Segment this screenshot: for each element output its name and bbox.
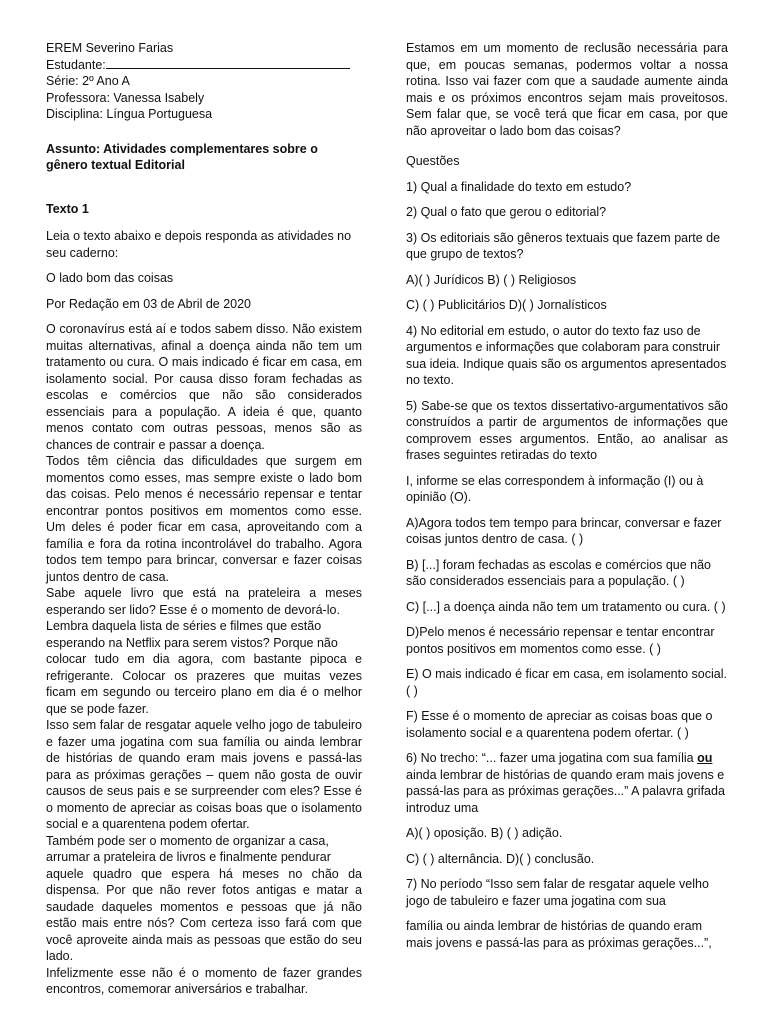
right-column bbox=[406, 40, 728, 951]
article-byline: Por Redação em 03 de Abril de 2020 bbox=[46, 296, 251, 311]
topic-heading: Assunto: Atividades complementares sobre o gênero textual Editorial bbox=[46, 141, 318, 172]
question-5-item: E) O mais indicado é ficar em casa, em isolamento social. ( ) bbox=[406, 667, 727, 698]
question-5-item: D)Pelo menos é necessário repensar e tentar encontrar pontos positivos em momentos como esse. ( ) bbox=[406, 625, 715, 656]
article-paragraph: O coronavírus está aí e todos sabem disso. Não existem muitas alternativas, afinal a doença ainda não tem um tratamento ou cura. O mais indicado é ficar em casa, em isolamento social. Por causa disso foram fechadas as escolas e comércios que não são considerados essenciais para a população. A ideia é que, quanto menos contato com outras pessoas, menos são as chances de contrair e passar a doença. bbox=[46, 322, 362, 452]
highlighted-word: ou bbox=[697, 751, 713, 765]
article-title: O lado bom das coisas bbox=[46, 271, 174, 285]
article-paragraph: Lembra daquela lista de séries e filmes que estão esperando na Netflix para serem vistos? Porque não bbox=[46, 619, 338, 650]
question-6-options-cd: C) ( ) alternância. D)( ) conclusão. bbox=[406, 851, 595, 866]
article-paragraph: colocar tudo em dia agora, com bastante pipoca e refrigerante. Colocar os prazeres que muitas vezes ficam em segundo ou terceiro plano em dia é o melhor que se pode fazer. bbox=[46, 652, 362, 716]
question-6-options-ab: A)( ) oposição. B) ( ) adição. bbox=[406, 826, 563, 840]
article-paragraph: Todos têm ciência das dificuldades que surgem em momentos como esses, mas sempre existe o lado bom das coisas. Pelo menos é necessário repensar e tentar encontrar pontos positivos em momentos como esse. Um deles é poder ficar em casa, aproveitando com a família e fora da rotina incontrolável do trabalho. Agora todos tem tempo para brincar, conversar e fazer coisas juntos dentro de casa. bbox=[46, 454, 362, 584]
article-paragraph: Infelizmente esse não é o momento de fazer grandes encontros, comemorar aniversários e trabalhar. bbox=[46, 965, 362, 996]
question-4: 4) No editorial em estudo, o autor do texto faz uso de argumentos e informações que colaboram para construir sua ideia. Indique quais são os argumentos apresentados no texto. bbox=[406, 323, 727, 387]
teacher-line: Professora: Vanessa Isabely bbox=[46, 90, 205, 105]
question-1: 1) Qual a finalidade do texto em estudo? bbox=[406, 179, 632, 194]
text1-heading: Texto 1 bbox=[46, 201, 89, 216]
question-5-item: B) [...] foram fechadas as escolas e comércios que não são considerados essenciais para a população. ( ) bbox=[406, 557, 712, 588]
question-5-item: F) Esse é o momento de apreciar as coisas boas que o isolamento social e a quarentena podem ofertar. ( ) bbox=[406, 709, 713, 740]
student-name-blank bbox=[106, 57, 350, 69]
school-name: EREM Severino Farias bbox=[46, 41, 174, 55]
reading-instruction: Leia o texto abaixo e depois responda as atividades no seu caderno: bbox=[46, 229, 352, 260]
questions-heading: Questões bbox=[406, 154, 460, 168]
question-3-options-ab: A)( ) Jurídicos B) ( ) Religiosos bbox=[406, 272, 577, 287]
grade-line: Série: 2º Ano A bbox=[46, 74, 130, 88]
left-column bbox=[46, 40, 362, 998]
student-label: Estudante: bbox=[46, 57, 106, 72]
article-paragraph: Também pode ser o momento de organizar a casa, arrumar a prateleira de livros e finalmente pendurar bbox=[46, 833, 331, 864]
question-6 bbox=[406, 750, 728, 816]
question-7: 7) No período “Isso sem falar de resgatar aquele velho jogo de tabuleiro e fazer uma jogatina com sua bbox=[406, 877, 709, 908]
question-3: 3) Os editoriais são gêneros textuais que fazem parte de que grupo de textos? bbox=[406, 230, 721, 261]
article-continuation: Estamos em um momento de reclusão necessária para que, em poucas semanas, podermos voltar a nossa rotina. Isso vai fazer com que a saudade aumente ainda mais e os próximos encontros sejam mais proveitosos. Sem falar que, se você terá que ficar em casa, por que não aproveitar o lado bom das coisas? bbox=[406, 41, 728, 138]
subject-line: Disciplina: Língua Portuguesa bbox=[46, 107, 213, 121]
question-6-text-end: ainda lembrar de histórias de quando eram mais jovens e passá-las para as próximas gerações...” A palavra grifada introduz uma bbox=[406, 767, 725, 815]
article-paragraph: aquele quadro que espera há meses no chão da dispensa. Por que não rever fotos antigas e matar a saudade daqueles momentos e pessoas que já não estão mais entre nós? Com certeza isso fará com que você aproveite ainda mais as pessoas que estão do seu lado. bbox=[46, 866, 362, 963]
question-5-item: C) [...] a doença ainda não tem um tratamento ou cura. ( ) bbox=[406, 599, 726, 614]
question-5-item: A)Agora todos tem tempo para brincar, conversar e fazer coisas juntos dentro de casa. ( ) bbox=[406, 515, 722, 546]
question-6-text-start: 6) No trecho: “... fazer uma jogatina com sua família bbox=[406, 751, 698, 765]
question-3-options-cd: C) ( ) Publicitários D)( ) Jornalísticos bbox=[406, 298, 607, 312]
student-line bbox=[46, 57, 362, 74]
question-5: 5) Sabe-se que os textos dissertativo-argumentativos são construídos a partir de argumentos de informações que comprovem esses argumentos. Então, ao analisar as frases seguintes retiradas do texto bbox=[406, 398, 728, 462]
question-5-instruction: I, informe se elas correspondem à informação (I) ou à opinião (O). bbox=[406, 473, 704, 504]
question-2: 2) Qual o fato que gerou o editorial? bbox=[406, 205, 607, 219]
article-paragraph: Sabe aquele livro que está na prateleira a meses esperando ser lido? Esse é o momento de devorá-lo. bbox=[46, 586, 362, 617]
question-7-continued: família ou ainda lembrar de histórias de quando eram mais jovens e passá-las para as próximas gerações...”, bbox=[406, 919, 712, 950]
article-paragraph: Isso sem falar de resgatar aquele velho jogo de tabuleiro e fazer uma jogatina com sua família ou ainda lembrar de histórias de quando eram mais jovens e passá-las para as próximas gerações – quem não gosta de ouvir causos de seus pais e se surpreender com eles? Esse é o momento de apreciar as coisas boas que o isolamento social e a quarentena podem ofertar. bbox=[46, 718, 362, 831]
